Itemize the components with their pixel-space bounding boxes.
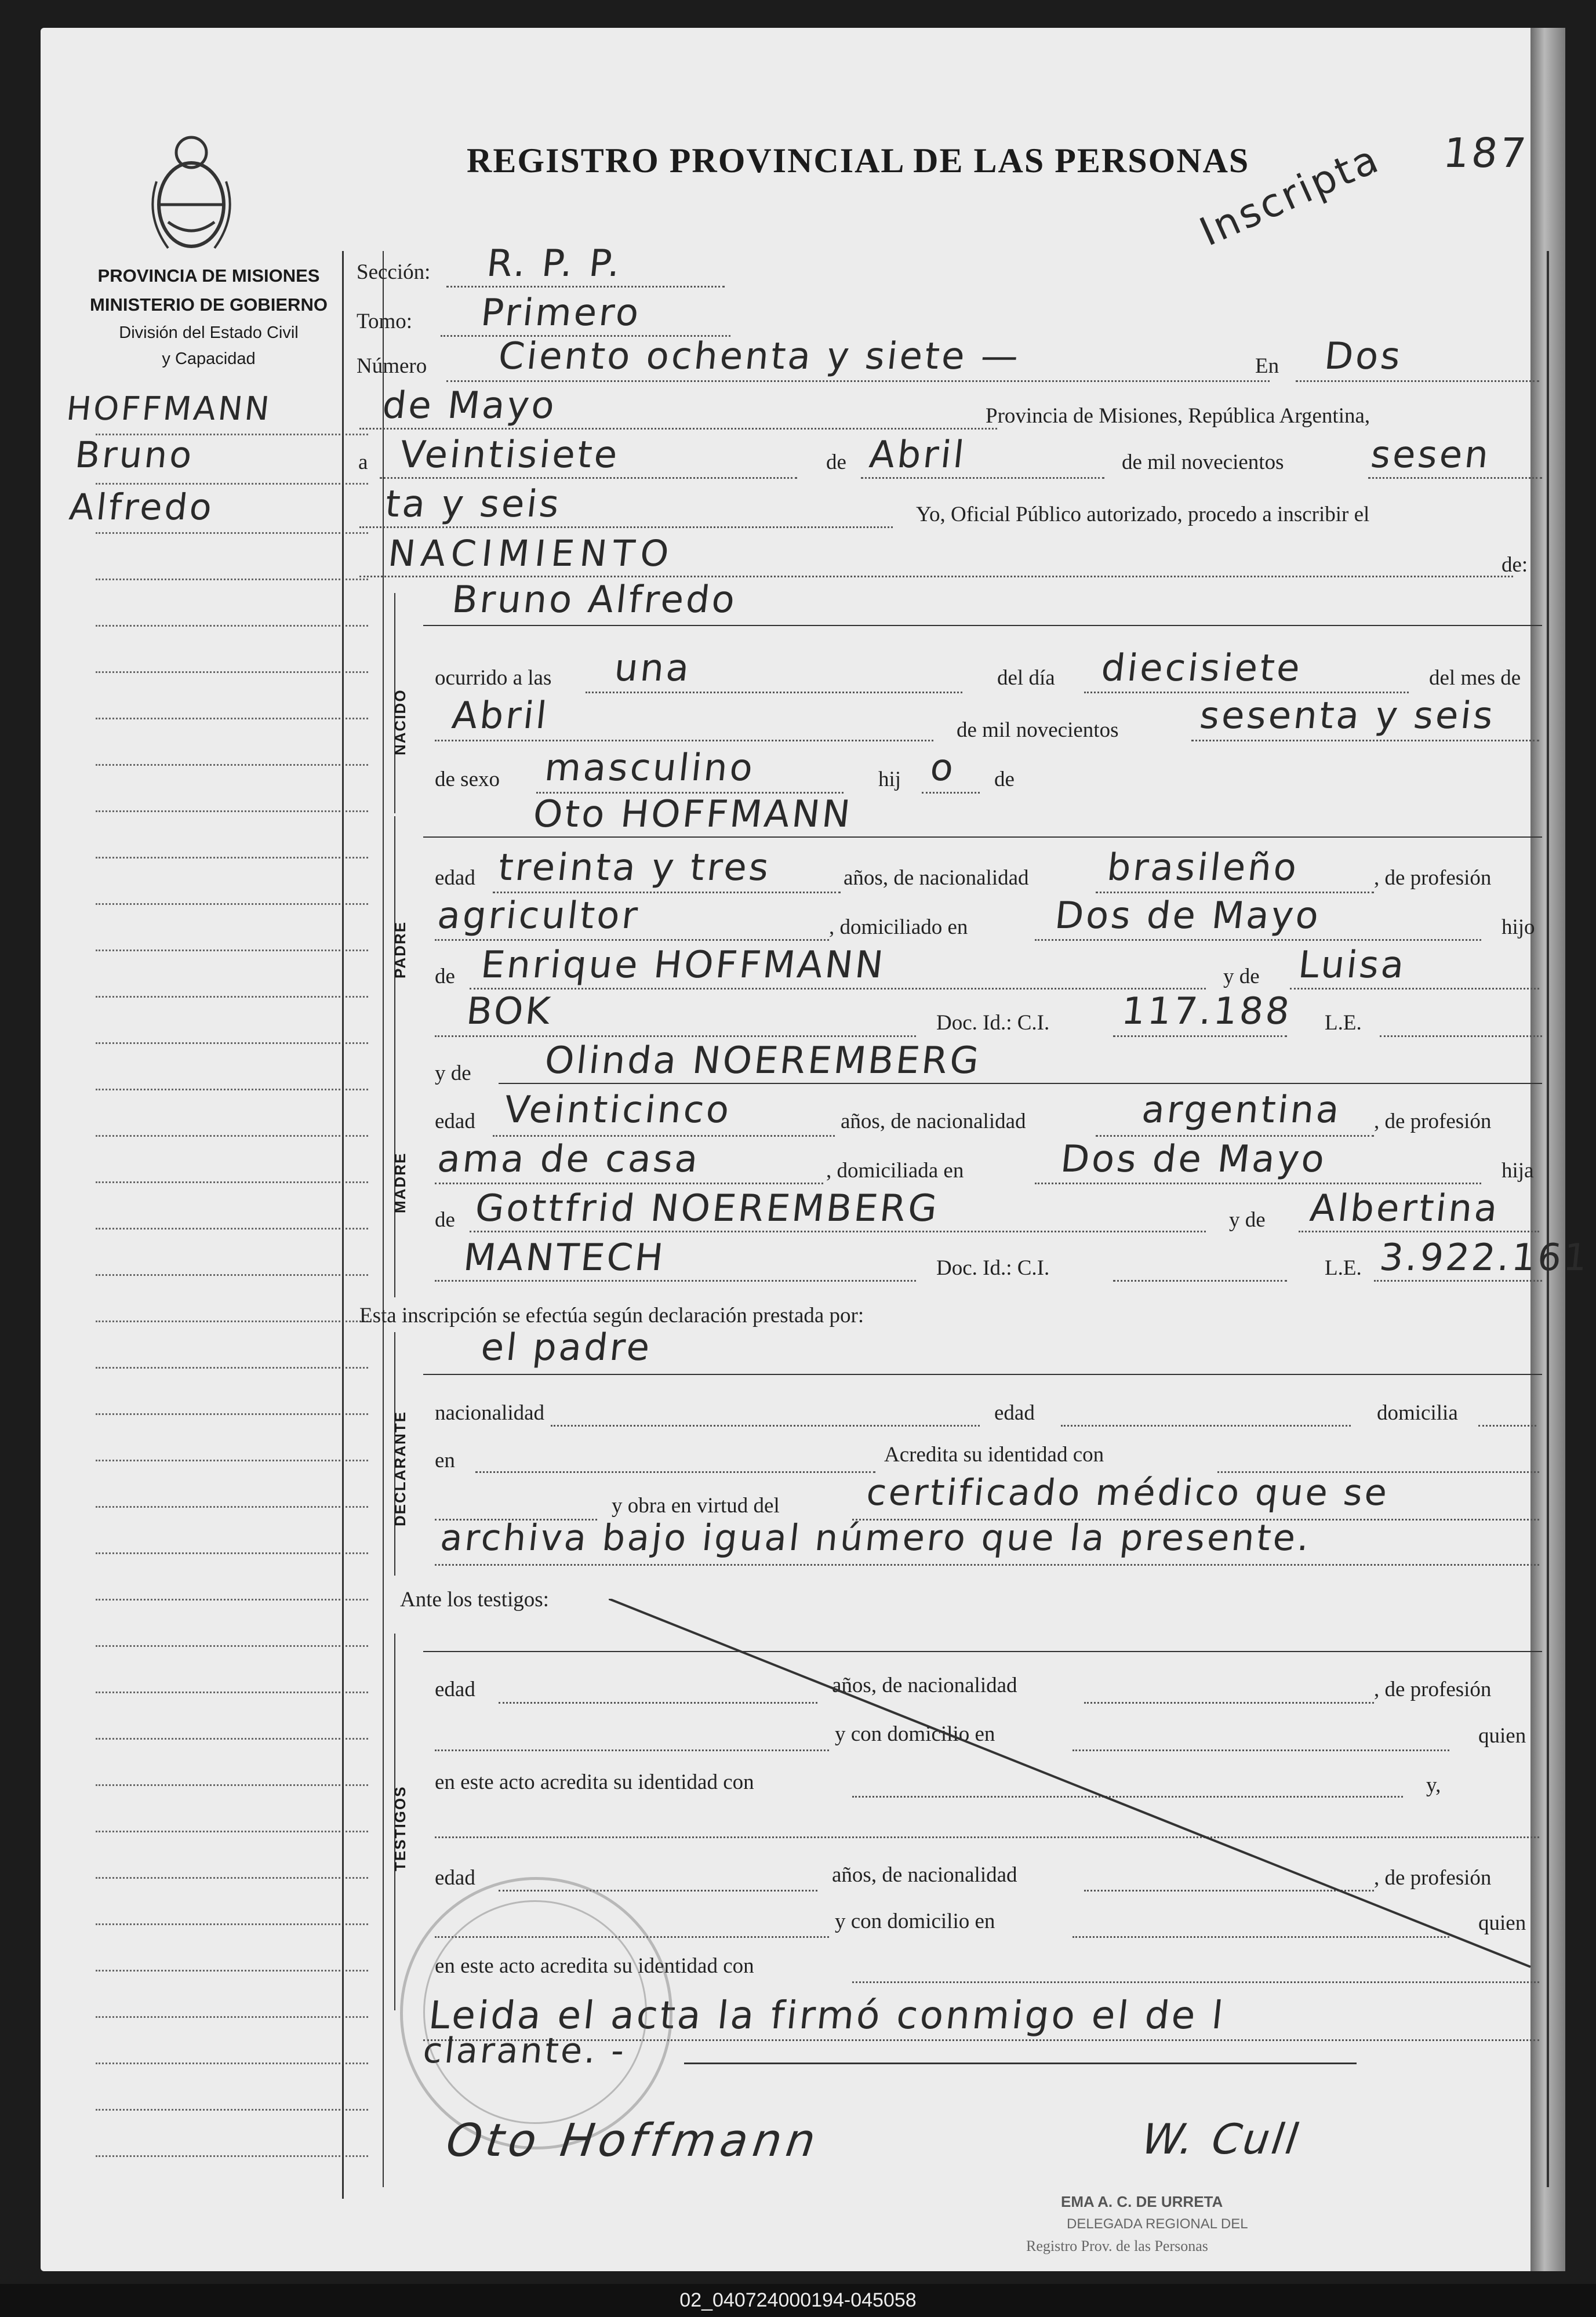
testigo1-quien-label: quien — [1478, 1724, 1526, 1748]
testigo2-quien-label: quien — [1478, 1911, 1526, 1935]
testigo2-acredita-label: en este acto acredita su identidad con — [435, 1954, 754, 1978]
padre-edad-value: treinta y tres — [496, 846, 773, 889]
margin-surname: HOFFMANN — [64, 390, 274, 428]
padre-section-label: PADRE — [391, 921, 409, 979]
stamp-line-2: DELEGADA REGIONAL DEL — [1067, 2216, 1248, 2232]
declarante-en-label: en — [435, 1449, 455, 1472]
nacido-section-label: NACIDO — [391, 689, 409, 755]
hij-label: hij — [878, 768, 901, 791]
testigo1-y-label: y, — [1426, 1773, 1441, 1797]
declarante-intro: Esta inscripción se efectúa según declaración prestada por: — [359, 1304, 864, 1327]
signature-officer: W. Cull — [1134, 2115, 1308, 2163]
madre-edad-value: Veinticinco — [502, 1089, 734, 1132]
madre-dom-value: Dos de Mayo — [1059, 1138, 1329, 1181]
testigo2-edad-label: edad — [435, 1866, 475, 1890]
place-value-2: de Mayo — [380, 384, 559, 427]
madre-prof-label: , de profesión — [1374, 1110, 1492, 1133]
year-value-2: ta y seis — [383, 483, 563, 526]
margin-note: Inscripta — [1193, 136, 1387, 256]
declarante-section-label: DECLARANTE — [391, 1410, 409, 1526]
padre-father-value: Enrique HOFFMANN — [479, 944, 888, 987]
testigo2-anos-label: años, de nacionalidad — [832, 1863, 1017, 1887]
ocurrido-label: ocurrido a las — [435, 666, 552, 690]
madre-y-de2-label: y de — [1229, 1208, 1266, 1232]
declarante-who-value: el padre — [479, 1326, 655, 1369]
padre-name: Oto HOFFMANN — [531, 793, 855, 836]
padre-nac-label: años, de nacionalidad — [844, 866, 1029, 890]
testigo1-acredita-label: en este acto acredita su identidad con — [435, 1770, 754, 1794]
madre-edad-label: edad — [435, 1110, 475, 1133]
sexo-label: de sexo — [435, 768, 500, 791]
image-id-caption: 02_040724000194-045058 — [0, 2284, 1596, 2317]
margin-name-1: Bruno — [73, 434, 197, 476]
del-dia-label: del día — [997, 666, 1055, 690]
de-label: de — [826, 450, 846, 474]
cross-out-line — [609, 1599, 1536, 1970]
testigo2-prof-label: , de profesión — [1374, 1866, 1492, 1890]
register-page — [41, 28, 1592, 2271]
declarante-obra-value-1: certificado médico que se — [864, 1471, 1392, 1514]
padre-mother-value-1: Luisa — [1296, 944, 1409, 987]
madre-father-value: Gottfrid NOEREMBERG — [473, 1187, 941, 1230]
padre-prof-label: , de profesión — [1374, 866, 1492, 890]
padre-de-label: de — [435, 965, 455, 988]
madre-name: Olinda NOEREMBERG — [543, 1039, 983, 1082]
testigo1-domicilio-label: y con domicilio en — [835, 1722, 995, 1746]
year-label: de mil novecientos — [1122, 450, 1284, 474]
padre-prof-value: agricultor — [435, 894, 642, 937]
de-colon-label: de: — [1502, 553, 1528, 577]
sexo-value: masculino — [543, 747, 757, 790]
nacido-year-label: de mil novecientos — [957, 718, 1119, 742]
madre-nac-value: argentina — [1140, 1089, 1344, 1132]
testigo2-domicilio-label: y con domicilio en — [835, 1909, 995, 1933]
declarante-acredita-label: Acredita su identidad con — [884, 1443, 1104, 1467]
declarante-obra-label: y obra en virtud del — [612, 1494, 780, 1518]
madre-section-label: MADRE — [391, 1152, 409, 1213]
stamp-line-1: EMA A. C. DE URRETA — [1061, 2193, 1223, 2210]
declarante-obra-value-2: archiva bajo igual número que la presente. — [438, 1516, 1314, 1559]
del-mes-label: del mes de — [1429, 666, 1521, 690]
nacido-year-value: sesenta y seis — [1198, 694, 1497, 737]
province-label: PROVINCIA DE MISIONES — [97, 265, 320, 286]
declarante-domicilia-label: domicilia — [1377, 1401, 1458, 1425]
testigo1-anos-label: años, de nacionalidad — [832, 1674, 1017, 1697]
padre-y-de-label: y de — [1223, 965, 1260, 988]
testigo1-edad-label: edad — [435, 1678, 475, 1701]
ministry-label: MINISTERIO DE GOBIERNO — [90, 294, 328, 315]
madre-y-de-label: y de — [435, 1061, 471, 1085]
a-label: a — [358, 450, 368, 474]
testigo1-prof-label: , de profesión — [1374, 1678, 1492, 1701]
act-type: NACIMIENTO — [386, 532, 677, 574]
madre-dom-label: , domiciliada en — [826, 1159, 964, 1183]
nacido-month-value: Abril — [450, 694, 551, 737]
closing-text-1: Leida el acta la firmó conmigo el de l — [426, 1993, 1227, 2038]
nacido-de-label: de — [994, 768, 1015, 791]
testigos-intro: Ante los testigos: — [400, 1588, 549, 1612]
padre-dom-value: Dos de Mayo — [1053, 894, 1323, 937]
padre-nac-value: brasileño — [1105, 846, 1301, 889]
madre-mother-value-2: MANTECH — [461, 1236, 668, 1279]
padre-mother-value-2: BOK — [464, 990, 555, 1033]
closing-text-2: clarante. - — [421, 2031, 628, 2071]
madre-doc-label: Doc. Id.: C.I. — [936, 1256, 1050, 1280]
margin-name-2: Alfredo — [67, 486, 216, 528]
form-left-border — [383, 251, 384, 2187]
signature-declarante: Oto Hoffmann — [438, 2115, 829, 2167]
nacido-name: Bruno Alfredo — [450, 579, 739, 621]
padre-doc-value: 117.188 — [1119, 990, 1294, 1033]
hij-value: o — [928, 747, 958, 790]
madre-de-label: de — [435, 1208, 455, 1232]
declarante-nacionalidad-label: nacionalidad — [435, 1401, 545, 1425]
officer-text: Yo, Oficial Público autorizado, procedo a inscribir el — [916, 503, 1370, 526]
padre-doc-label: Doc. Id.: C.I. — [936, 1011, 1050, 1035]
folio-number: 187 — [1441, 129, 1530, 177]
madre-nac-label: años, de nacionalidad — [841, 1110, 1026, 1133]
form-right-border — [1547, 251, 1549, 2187]
tomo-label: Tomo: — [357, 310, 413, 333]
padre-le-label: L.E. — [1325, 1011, 1362, 1035]
official-stamp-inner — [423, 1900, 647, 2124]
numero-value: Ciento ochenta y siete — — [496, 335, 1023, 378]
madre-prof-value: ama de casa — [435, 1138, 703, 1181]
hour-value: una — [612, 647, 694, 690]
declarante-edad-label: edad — [994, 1401, 1035, 1425]
year-value-1: sesen — [1369, 434, 1493, 477]
month-value: Abril — [867, 434, 969, 477]
nacido-day-value: diecisiete — [1099, 647, 1304, 690]
numero-label: Número — [357, 354, 427, 378]
province-text: Provincia de Misiones, República Argentina, — [986, 404, 1370, 428]
padre-hijo-label: hijo — [1502, 915, 1535, 939]
division-label-2: y Capacidad — [162, 350, 256, 368]
madre-le-value: 3.922.161 — [1377, 1236, 1592, 1279]
register-title: REGISTRO PROVINCIAL DE LAS PERSONAS — [467, 141, 1250, 180]
madre-mother-value-1: Albertina — [1308, 1187, 1502, 1230]
tomo-value: Primero — [479, 292, 644, 334]
madre-le-label: L.E. — [1325, 1256, 1362, 1280]
stamp-line-3: Registro Prov. de las Personas — [1026, 2238, 1208, 2254]
testigos-section-label: TESTIGOS — [391, 1785, 409, 1871]
day-value: Veintisiete — [398, 434, 622, 477]
division-label-1: División del Estado Civil — [119, 323, 299, 342]
seccion-value: R. P. P. — [485, 242, 625, 285]
coat-of-arms-icon — [145, 129, 238, 263]
column-divider — [342, 251, 344, 2199]
madre-hija-label: hija — [1502, 1159, 1534, 1183]
padre-dom-label: , domiciliado en — [829, 915, 968, 939]
seccion-label: Sección: — [357, 260, 431, 284]
place-value-1: Dos — [1322, 335, 1405, 378]
en-label: En — [1255, 354, 1279, 378]
padre-edad-label: edad — [435, 866, 475, 890]
